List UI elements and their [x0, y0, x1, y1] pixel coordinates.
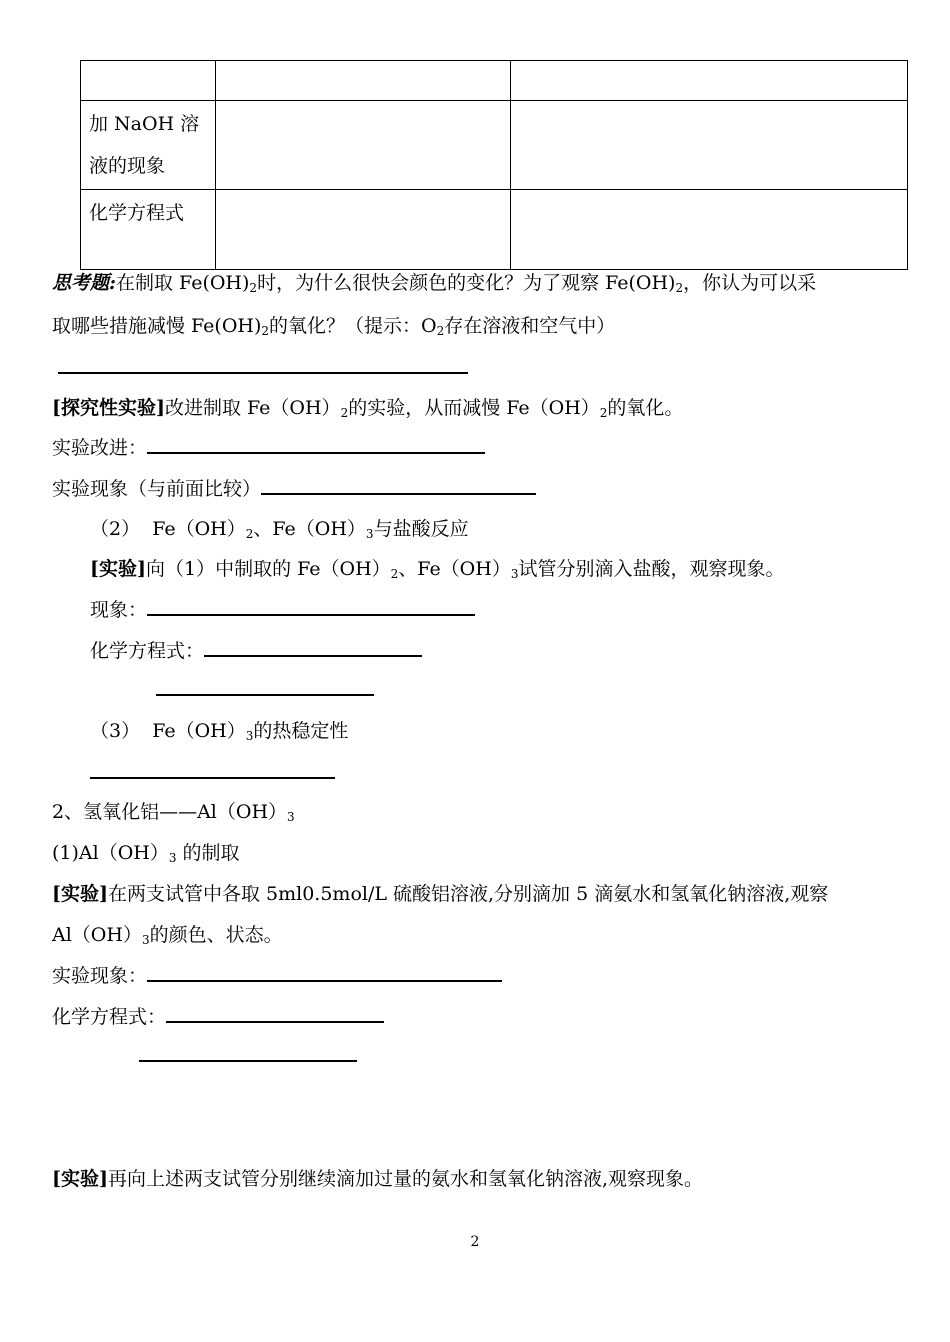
think-question-line1 — [52, 268, 816, 295]
answer-blank[interactable] — [166, 1003, 384, 1023]
subscript: 2 — [599, 406, 608, 420]
explore-phenomenon-line — [52, 474, 536, 501]
part2-heading — [90, 514, 469, 541]
answer-blank[interactable] — [261, 475, 536, 495]
think-question-line2 — [52, 311, 615, 338]
improve-label: 实验改进： — [52, 437, 148, 459]
text: 存在溶液和空气中） — [444, 315, 616, 337]
subscript: 3 — [168, 851, 177, 865]
text: 试管分别滴入盐酸，观察现象。 — [518, 558, 785, 580]
answer-blank[interactable] — [147, 596, 475, 616]
table-cell — [216, 61, 511, 101]
text: 的氧化？（提示：O — [269, 315, 437, 337]
al-experiment-line2 — [52, 920, 283, 947]
subscript: 2 — [340, 406, 349, 420]
text: 2、氢氧化铝——Al（OH） — [52, 801, 288, 823]
text: Fe（OH） — [152, 720, 246, 742]
phenomenon-label: 实验现象： — [52, 965, 148, 987]
explore-line — [52, 393, 683, 420]
part2-phenomenon — [90, 595, 475, 622]
table-cell — [81, 61, 216, 101]
answer-blank[interactable] — [147, 962, 502, 982]
al-subtitle — [52, 838, 240, 865]
text: 、Fe（OH） — [398, 558, 511, 580]
subscript: 3 — [245, 729, 254, 743]
al-title — [52, 797, 295, 824]
text: 取哪些措施减慢 Fe(OH) — [52, 315, 262, 337]
part2-experiment — [90, 554, 785, 581]
subscript: 2 — [261, 324, 270, 338]
text: Al（OH） — [52, 924, 142, 946]
row-label-equation: 化学方程式 — [89, 202, 185, 224]
subscript: 3 — [287, 810, 295, 824]
answer-blank[interactable] — [147, 434, 485, 454]
subscript: 2 — [390, 567, 399, 581]
experiment-label: [实验] — [52, 883, 108, 905]
text: ，你认为可以采 — [683, 272, 817, 294]
table-cell — [216, 101, 511, 190]
text: 的颜色、状态。 — [149, 924, 283, 946]
text: 与盐酸反应 — [373, 518, 469, 540]
table-cell — [216, 190, 511, 270]
table-cell — [81, 101, 216, 190]
text: 向（1）中制取的 Fe（OH） — [145, 558, 391, 580]
text: (1)Al（OH） — [52, 842, 169, 864]
subscript: 2 — [675, 281, 684, 295]
row-label-naoh: 加 NaOH 溶液的现象 — [89, 113, 200, 177]
page-number: 2 — [470, 1234, 480, 1250]
answer-blank[interactable] — [204, 637, 422, 657]
text: 在两支试管中各取 5ml0.5mol/L 硫酸铝溶液,分别滴加 5 滴氨水和氢氧化钠溶液,观察 — [107, 883, 829, 905]
subscript: 2 — [249, 281, 258, 295]
table-cell — [511, 61, 908, 101]
subscript: 2 — [436, 324, 445, 338]
improve-line — [52, 433, 485, 460]
explore-label: [探究性实验] — [52, 397, 165, 419]
subscript: 2 — [245, 527, 254, 541]
al-experiment2 — [52, 1164, 703, 1191]
subscript: 3 — [365, 527, 374, 541]
al-experiment-line1 — [52, 879, 828, 906]
part3-heading — [90, 716, 348, 743]
text: 的实验，从而减慢 Fe（OH） — [348, 397, 600, 419]
text: 的热稳定性 — [253, 720, 349, 742]
text: 的氧化。 — [607, 397, 684, 419]
answer-blank[interactable] — [139, 1042, 357, 1062]
equation-label: 化学方程式： — [90, 640, 205, 662]
table-row — [81, 61, 908, 101]
subscript: 3 — [510, 567, 519, 581]
text: Fe（OH） — [152, 518, 246, 540]
part2-equation — [90, 636, 422, 663]
subscript: 3 — [141, 933, 150, 947]
text: 再向上述两支试管分别继续滴加过量的氨水和氢氧化钠溶液,观察现象。 — [107, 1168, 704, 1190]
table-cell — [511, 190, 908, 270]
equation-label: 化学方程式： — [52, 1006, 167, 1028]
table-cell — [511, 101, 908, 190]
phenomenon-label: 现象： — [90, 599, 148, 621]
table-row — [81, 190, 908, 270]
text: （3） — [90, 720, 141, 742]
text: 的制取 — [176, 842, 240, 864]
table-cell — [81, 190, 216, 270]
think-label: 思考题: — [52, 272, 117, 294]
experiment-label: [实验] — [90, 558, 146, 580]
text: 、Fe（OH） — [253, 518, 366, 540]
table-row — [81, 101, 908, 190]
text: 改进制取 Fe（OH） — [164, 397, 341, 419]
text: 在制取 Fe(OH) — [116, 272, 250, 294]
al-phenomenon — [52, 961, 502, 988]
answer-blank[interactable] — [90, 759, 335, 779]
phenomenon-label: 实验现象（与前面比较） — [52, 478, 262, 500]
experiment-table — [80, 60, 908, 270]
answer-blank[interactable] — [156, 676, 374, 696]
experiment-label: [实验] — [52, 1168, 108, 1190]
answer-blank[interactable] — [58, 354, 468, 374]
text: 时，为什么很快会颜色的变化？为了观察 Fe(OH) — [257, 272, 676, 294]
text: （2） — [90, 518, 141, 540]
al-equation — [52, 1002, 384, 1029]
